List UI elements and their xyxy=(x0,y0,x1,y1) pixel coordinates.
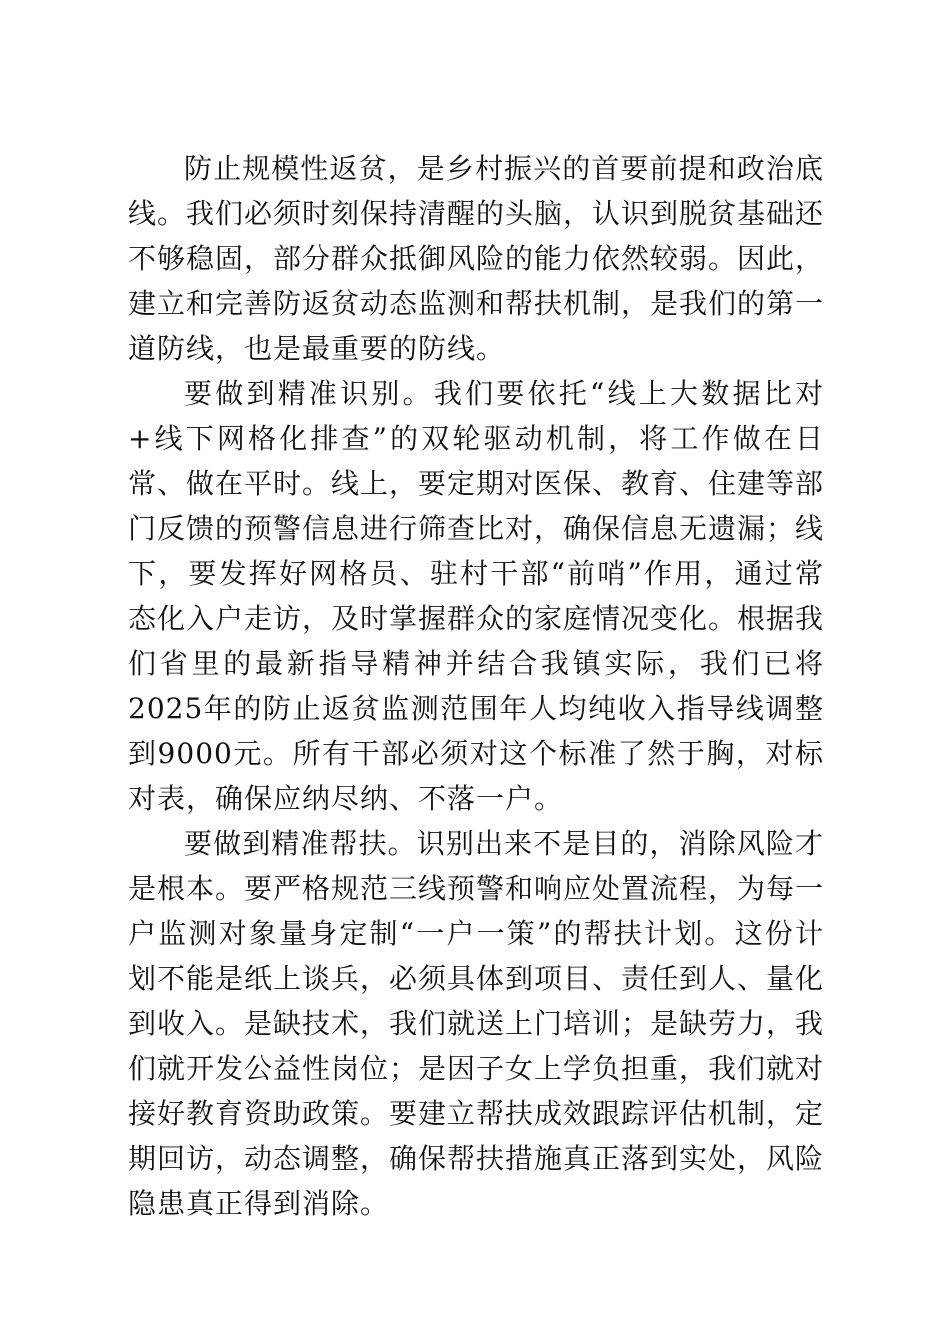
paragraph-3: 要做到精准帮扶。识别出来不是目的，消除风险才是根本。要严格规范三线预警和响应处置流程，为每一户监测对象量身定制“一户一策”的帮扶计划。这份计划不能是纸上谈兵，必须具体到项目、责任到人、量化到收入。是缺技术，我们就送上门培训；是缺劳力，我们就开发公益性岗位；是因子女上学负担重，我们就对接好教育资助政策。要建立帮扶成效跟踪评估机制，定期回访，动态调整，确保帮扶措施真正落到实处，风险隐患真正得到消除。 xyxy=(128,827,825,1220)
paragraph-1: 防止规模性返贫，是乡村振兴的首要前提和政治底线。我们必须时刻保持清醒的头脑，认识到脱贫基础还不够稳固，部分群众抵御风险的能力依然较弱。因此，建立和完善防返贫动态监测和帮扶机制，是我们的第一道防线，也是最重要的防线。 xyxy=(128,152,825,365)
document-body xyxy=(128,146,824,1226)
paragraph-2: 要做到精准识别。我们要依托“线上大数据比对+线下网格化排查”的双轮驱动机制，将工作做在日常、做在平时。线上，要定期对医保、教育、住建等部门反馈的预警信息进行筛查比对，确保信息无遗漏；线下，要发挥好网格员、驻村干部“前哨”作用，通过常态化入户走访，及时掌握群众的家庭情况变化。根据我们省里的最新指导精神并结合我镇实际，我们已将2025年的防止返贫监测范围年人均纯收入指导线调整到9000元。所有干部必须对这个标准了然于胸，对标对表，确保应纳尽纳、不落一户。 xyxy=(128,377,825,815)
